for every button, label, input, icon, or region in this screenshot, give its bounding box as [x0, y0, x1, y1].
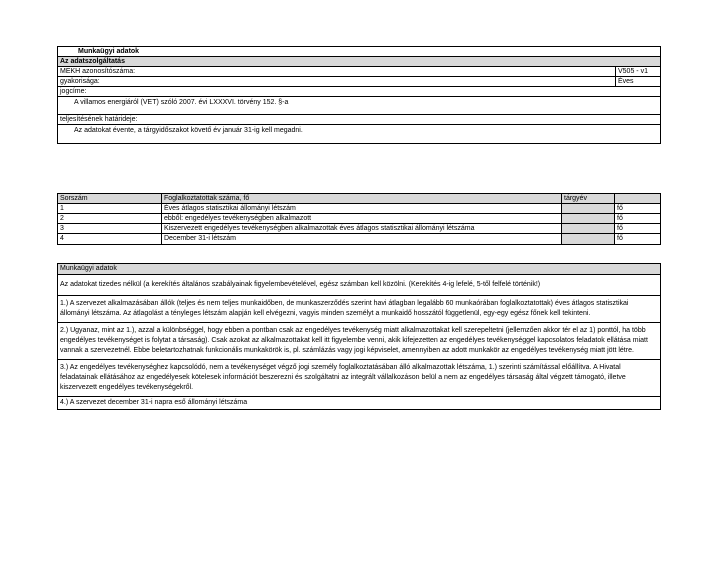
table-row: [58, 214, 660, 224]
col-header-unit: [614, 194, 660, 203]
mekh-code: V505 - v1: [615, 67, 660, 76]
row-value-input[interactable]: [561, 234, 614, 244]
legal-value: A villamos energiáról (VET) szóló 2007. évi LXXXVI. törvény 152. §-a: [58, 97, 660, 115]
row-num: 4: [60, 235, 64, 242]
row-unit: fő: [614, 204, 660, 213]
section-title: Az adatszolgáltatás: [58, 57, 660, 67]
row-value-input[interactable]: [561, 214, 614, 223]
row-label: ebből: engedélyes tevékenységben alkalmazott: [161, 214, 561, 223]
row-unit: fő: [614, 214, 660, 223]
table-row: [58, 234, 660, 244]
row-label: Kiszervezett engedélyes tevékenységben alkalmazottak éves átlagos statisztikai állományi létszáma: [161, 224, 561, 233]
notes-paragraph-3: 3.) Az engedélyes tevékenységhez kapcsolódó, nem a tevékenységet végző jogi személy foglalkoztatásában álló alkalmazottak létszáma, 1.) szerinti számítással előállítva. A Hivatal feladatainak ellátásához az engedélyesek kötelesek információt beszerezni és szolgáltatni az integrált vállalkozáson belül a nem az engedélyes társaság által végzett támogató, illetve kiszervezett engedélyes tevékenységekről.: [58, 360, 660, 397]
row-value-input[interactable]: [561, 204, 614, 213]
data-table: [57, 193, 661, 245]
legal-label: jogcíme:: [58, 87, 660, 97]
table-header: [58, 194, 660, 204]
notes-paragraph-1: 1.) A szervezet alkalmazásában állók (teljes és nem teljes munkaidőben, de munkaszerződés szerint havi átlagban legalább 60 munkaórában foglalkoztatottak) éves átlagos statisztikai állományi létszáma. Az átlagolást a tényleges létszám alapján kell elvégezni, vagyis minden személyt a munkaidő hosszától függetlenül, egy-egy egész főnek kell tekinteni.: [58, 296, 660, 323]
table-row: [58, 224, 660, 234]
frequency-label: gyakorisága:: [60, 78, 100, 85]
row-label: December 31-i létszám: [161, 234, 561, 244]
col-header-year: tárgyév: [561, 194, 614, 203]
deadline-value: Az adatokat évente, a tárgyidőszakot követő év január 31-ig kell megadni.: [74, 127, 303, 134]
page-title: Munkaügyi adatok: [58, 47, 660, 57]
col-header-num: Sorszám: [60, 195, 88, 202]
notes-block: [57, 263, 661, 410]
frequency-value: Éves: [615, 77, 660, 86]
row-value-input[interactable]: [561, 224, 614, 233]
header-block: [57, 46, 661, 144]
col-header-label: Foglalkoztatottak száma, fő: [161, 194, 561, 203]
row-num: 1: [60, 205, 64, 212]
row-unit: fő: [614, 224, 660, 233]
notes-paragraph-2: 2.) Ugyanaz, mint az 1.), azzal a különbséggel, hogy ebben a pontban csak az engedélyes tevékenység miatt alkalmazottakat kell szerepeltetni (jellemzően akkor tér el az 1) ponttól, ha több engedélyes tevékenységet is folytat a társaság). Csak azokat az alkalmazottakat kell itt figyelembe venni, akik kifejezetten az engedélyes tevékenységgel kapcsolatos feladatok ellátása miatt vannak a szervezetnél. Ebbe beletartozhatnak funkcionális munkakörök is, pl. számlázás vagy jogi képviselet, amennyiben az adott munkakör az engedélyes tevékenység miatt jött létre.: [58, 323, 660, 360]
mekh-label: MEKH azonosítószáma:: [60, 68, 136, 75]
notes-paragraph-4: 4.) A szervezet december 31-i napra eső állományi létszáma: [60, 399, 248, 406]
row-num: 2: [60, 215, 64, 222]
mekh-row: [58, 67, 660, 77]
notes-paragraph-rounding: Az adatokat tizedes nélkül (a kerekítés általános szabályainak figyelembevételével, egész számban kell közölni. (Kerekítés 4-ig lefelé, 5-től felfelé történik!): [58, 275, 660, 296]
row-label: Éves átlagos statisztikai állományi létszám: [161, 204, 561, 213]
deadline-label: teljesítésének határideje:: [58, 115, 660, 125]
row-num: 3: [60, 225, 64, 232]
row-unit: fő: [614, 234, 660, 244]
table-row: [58, 204, 660, 214]
frequency-row: [58, 77, 660, 87]
notes-title: Munkaügyi adatok: [58, 264, 660, 275]
